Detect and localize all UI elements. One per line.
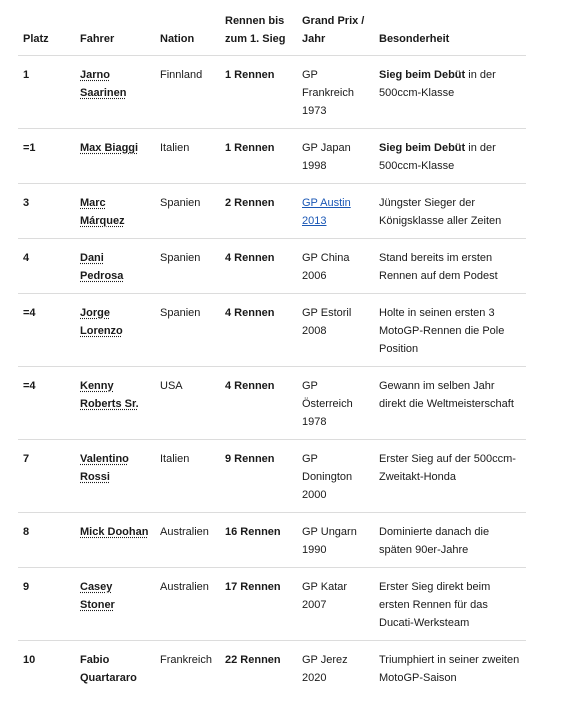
besonderheit-text: in der 500ccm-Klasse	[379, 69, 496, 99]
cell-rennen: 17 Rennen	[220, 568, 297, 641]
cell-besonderheit	[374, 56, 526, 129]
header-fahrer: Fahrer	[75, 0, 155, 56]
besonderheit-highlight: Sieg beim Debüt	[379, 142, 466, 154]
cell-rennen: 9 Rennen	[220, 440, 297, 513]
cell-fahrer	[75, 239, 155, 294]
besonderheit-text: in der 500ccm-Klasse	[379, 142, 496, 172]
cell-fahrer	[75, 56, 155, 129]
cell-besonderheit	[374, 568, 526, 641]
cell-rennen: 4 Rennen	[220, 367, 297, 440]
driver-link[interactable]: Marc Márquez	[80, 197, 125, 227]
besonderheit-text: Triumphiert in seiner zweiten MotoGP-Saison	[379, 654, 520, 684]
cell-fahrer	[75, 641, 155, 696]
cell-grand-prix	[297, 367, 374, 440]
header-nation: Nation	[155, 0, 220, 56]
cell-besonderheit	[374, 294, 526, 367]
cell-fahrer	[75, 440, 155, 513]
header-grand-prix: Grand Prix / Jahr	[297, 0, 374, 56]
header-row	[18, 0, 526, 56]
table-row	[18, 184, 526, 239]
cell-grand-prix	[297, 294, 374, 367]
grand-prix-text: GP Ungarn 1990	[302, 526, 357, 556]
table-row	[18, 568, 526, 641]
table-row	[18, 129, 526, 184]
besonderheit-text: Stand bereits im ersten Rennen auf dem Podest	[379, 252, 498, 282]
driver-link[interactable]: Max Biaggi	[80, 142, 139, 154]
header-besonderheit: Besonderheit	[374, 0, 526, 56]
cell-fahrer	[75, 129, 155, 184]
grand-prix-text: GP Jerez 2020	[302, 654, 348, 684]
cell-rennen: 16 Rennen	[220, 513, 297, 568]
table-row	[18, 513, 526, 568]
table-row	[18, 367, 526, 440]
grand-prix-text: GP China 2006	[302, 252, 350, 282]
cell-besonderheit	[374, 129, 526, 184]
cell-nation: Frankreich	[160, 654, 212, 666]
besonderheit-text: Dominierte danach die späten 90er-Jahre	[379, 526, 490, 556]
cell-fahrer	[75, 184, 155, 239]
cell-nation: Australien	[155, 513, 220, 568]
grand-prix-text: GP Japan 1998	[302, 142, 351, 172]
cell-besonderheit	[374, 367, 526, 440]
cell-besonderheit	[374, 440, 526, 513]
cell-rennen: 1 Rennen	[220, 56, 297, 129]
cell-grand-prix	[297, 641, 374, 696]
cell-platz: =4	[18, 294, 75, 367]
cell-platz: =4	[18, 367, 75, 440]
cell-grand-prix	[297, 440, 374, 513]
cell-grand-prix	[297, 56, 374, 129]
driver-link[interactable]: Dani Pedrosa	[80, 252, 124, 282]
grand-prix-text: GP Estoril 2008	[302, 307, 352, 337]
cell-fahrer	[75, 568, 155, 641]
cell-fahrer	[75, 367, 155, 440]
cell-besonderheit	[374, 239, 526, 294]
cell-nation: Spanien	[155, 184, 220, 239]
cell-platz: 7	[18, 440, 75, 513]
table-row	[18, 641, 526, 696]
grand-prix-text: GP Frankreich 1973	[302, 69, 354, 117]
cell-rennen: 2 Rennen	[220, 184, 297, 239]
cell-nation: Finnland	[155, 56, 220, 129]
cell-fahrer	[75, 294, 155, 367]
besonderheit-text: Gewann im selben Jahr direkt die Weltmeisterschaft	[379, 380, 514, 410]
cell-nation: Australien	[155, 568, 220, 641]
grand-prix-text: GP Österreich 1978	[302, 380, 353, 428]
besonderheit-highlight: Sieg beim Debüt	[379, 69, 466, 81]
table-row	[18, 56, 526, 129]
cell-rennen: 22 Rennen	[225, 654, 281, 666]
cell-platz: 9	[18, 568, 75, 641]
cell-platz: 10	[23, 654, 36, 666]
table-row	[18, 239, 526, 294]
table-row	[18, 294, 526, 367]
cell-nation: Spanien	[155, 239, 220, 294]
driver-link[interactable]: Kenny Roberts Sr.	[80, 380, 139, 410]
besonderheit-text: Jüngster Sieger der Königsklasse aller Zeiten	[379, 197, 502, 227]
cell-platz: =1	[18, 129, 75, 184]
cell-platz: 1	[18, 56, 75, 129]
grand-prix-link[interactable]: GP Austin 2013	[302, 197, 351, 227]
table-container	[18, 0, 526, 695]
cell-nation: Italien	[155, 440, 220, 513]
cell-besonderheit	[374, 513, 526, 568]
driver-link[interactable]: Jorge Lorenzo	[80, 307, 123, 337]
cell-grand-prix	[297, 129, 374, 184]
cell-rennen: 4 Rennen	[220, 239, 297, 294]
grand-prix-text: GP Donington 2000	[302, 453, 353, 501]
cell-platz: 3	[18, 184, 75, 239]
besonderheit-text: Holte in seinen ersten 3 MotoGP-Rennen die Pole Position	[379, 307, 505, 355]
table-body	[18, 56, 526, 696]
cell-grand-prix	[297, 513, 374, 568]
grand-prix-text: GP Katar 2007	[302, 581, 348, 611]
winners-table	[18, 0, 526, 695]
table-header	[18, 0, 526, 56]
header-rennen: Rennen bis zum 1. Sieg	[220, 0, 297, 56]
header-platz: Platz	[18, 0, 75, 56]
cell-platz: 8	[18, 513, 75, 568]
cell-grand-prix	[297, 184, 374, 239]
cell-nation: USA	[155, 367, 220, 440]
driver-link[interactable]: Mick Doohan	[80, 526, 149, 538]
driver-link[interactable]: Casey Stoner	[80, 581, 115, 611]
cell-besonderheit	[374, 184, 526, 239]
cell-platz: 4	[18, 239, 75, 294]
cell-rennen: 1 Rennen	[220, 129, 297, 184]
cell-fahrer	[75, 513, 155, 568]
driver-link[interactable]: Jarno Saarinen	[80, 69, 127, 99]
table-row	[18, 440, 526, 513]
cell-nation: Italien	[155, 129, 220, 184]
cell-rennen: 4 Rennen	[220, 294, 297, 367]
cell-grand-prix	[297, 239, 374, 294]
cell-besonderheit	[374, 641, 526, 696]
driver-link[interactable]: Valentino Rossi	[80, 453, 129, 483]
driver-name: Fabio Quartararo	[80, 654, 137, 684]
cell-nation: Spanien	[155, 294, 220, 367]
besonderheit-text: Erster Sieg direkt beim ersten Rennen für das Ducati-Werksteam	[379, 581, 491, 629]
cell-grand-prix	[297, 568, 374, 641]
besonderheit-text: Erster Sieg auf der 500ccm-Zweitakt-Honda	[379, 453, 516, 483]
